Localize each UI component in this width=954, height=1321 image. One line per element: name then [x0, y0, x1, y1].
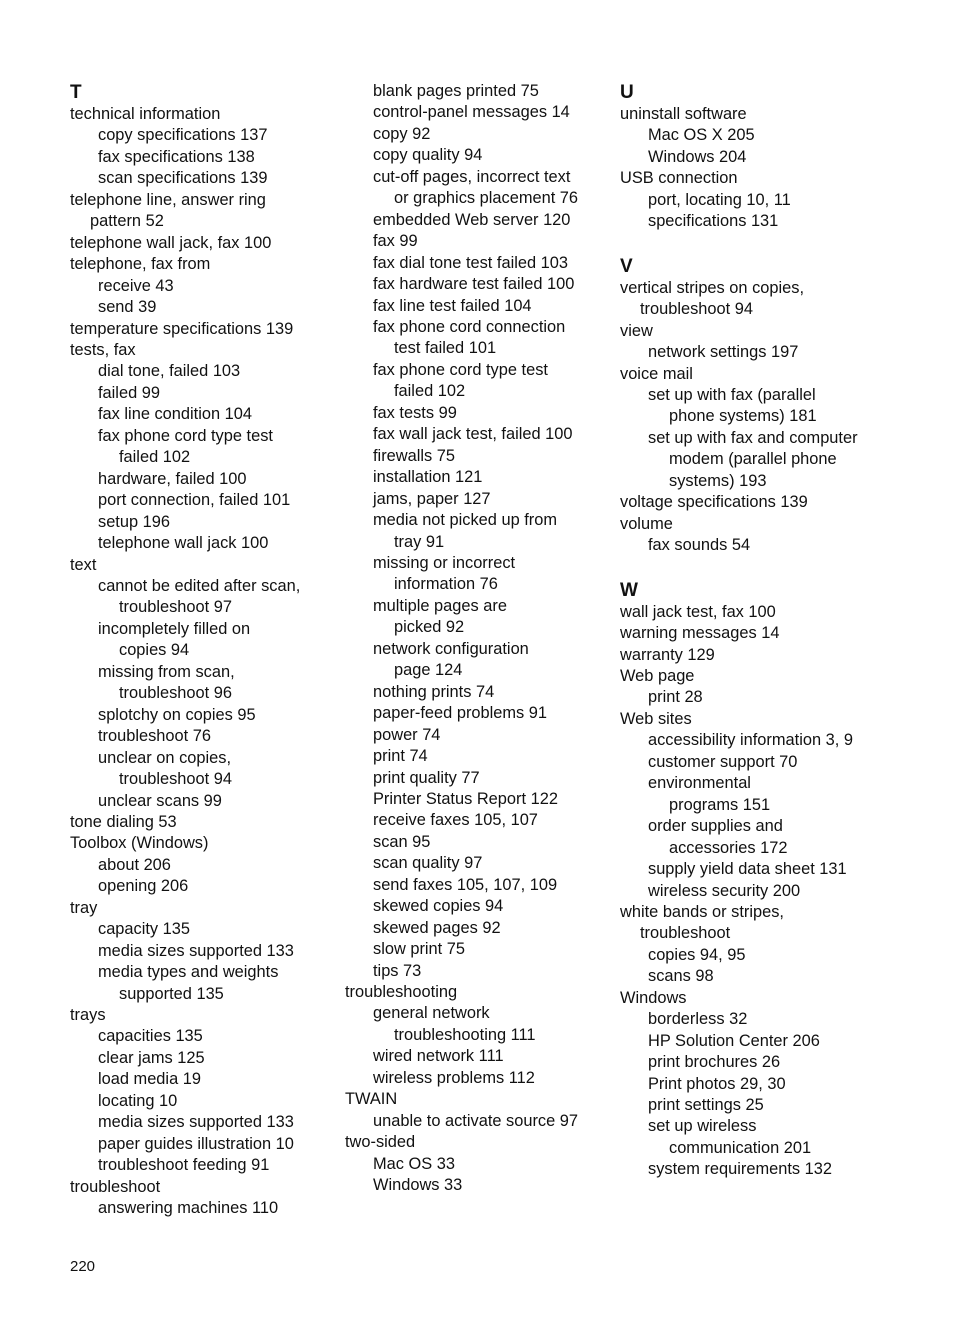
- section-letter-heading: U: [620, 82, 634, 103]
- index-subentry: skewed copies 94: [373, 897, 504, 916]
- index-subentry: fax 99: [373, 232, 418, 251]
- index-subentry: specifications 131: [648, 212, 779, 231]
- section-spacer: [620, 233, 920, 254]
- index-subentry: troubleshoot 76: [98, 727, 211, 746]
- index-subentry: fax hardware test failed 100: [373, 275, 575, 294]
- index-subentry: port, locating 10, 11: [648, 190, 791, 209]
- index-subentry: customer support 70: [648, 752, 798, 771]
- index-subentry: cannot be edited after scan,: [98, 576, 301, 595]
- index-subentry: unclear scans 99: [98, 791, 222, 810]
- index-subentry: wireless security 200: [648, 881, 801, 900]
- index-subentry: control-panel messages 14: [373, 103, 570, 122]
- index-subentry: jams, paper 127: [373, 489, 491, 508]
- index-subentry: unable to activate source 97: [373, 1111, 579, 1130]
- index-subentry: or graphics placement 76: [394, 189, 579, 208]
- index-subentry: set up wireless: [648, 1117, 757, 1136]
- index-entry: tests, fax: [70, 340, 136, 359]
- index-subentry: capacity 135: [98, 920, 191, 939]
- index-subentry: opening 206: [98, 877, 189, 896]
- index-subentry: Mac OS 33: [373, 1154, 455, 1173]
- index-subentry: locating 10: [98, 1091, 178, 1110]
- index-subentry: picked 92: [394, 618, 465, 637]
- index-subentry: Print photos 29, 30: [648, 1074, 786, 1093]
- index-subentry: fax phone cord type test: [98, 426, 273, 445]
- index-subentry: programs 151: [669, 795, 771, 814]
- index-subentry: print brochures 26: [648, 1053, 781, 1072]
- index-entry: voice mail: [620, 364, 693, 383]
- index-subentry: send 39: [98, 298, 157, 317]
- index-subentry: hardware, failed 100: [98, 469, 247, 488]
- index-subentry: media types and weights: [98, 963, 279, 982]
- index-subentry: Printer Status Report 122: [373, 789, 558, 808]
- index-subentry: information 76: [394, 575, 498, 594]
- index-subentry: environmental: [648, 774, 751, 793]
- index-subentry: copies 94: [119, 641, 190, 660]
- index-subentry: general network: [373, 1004, 490, 1023]
- index-subentry: media sizes supported 133: [98, 941, 294, 960]
- index-subentry: accessibility information 3, 9: [648, 731, 853, 750]
- index-subentry: modem (parallel phone: [669, 450, 837, 469]
- index-entry: white bands or stripes,: [620, 902, 784, 921]
- index-subentry: port connection, failed 101: [98, 491, 291, 510]
- index-column-3: [620, 80, 920, 1181]
- index-entry: troubleshooting: [345, 983, 458, 1002]
- index-subentry: scan 95: [373, 832, 431, 851]
- index-subentry: blank pages printed 75: [373, 82, 539, 100]
- index-entry: troubleshoot: [70, 1177, 161, 1196]
- index-subentry: receive faxes 105, 107: [373, 811, 538, 830]
- index-subentry: tips 73: [373, 961, 422, 980]
- index-subentry: paper guides illustration 10: [98, 1134, 294, 1153]
- index-subentry: phone systems) 181: [669, 407, 817, 426]
- index-subentry: copies 94, 95: [648, 945, 746, 964]
- index-subentry: troubleshoot 97: [119, 598, 232, 617]
- index-subentry: clear jams 125: [98, 1048, 205, 1067]
- index-subentry: nothing prints 74: [373, 682, 495, 701]
- index-subentry: failed 99: [98, 383, 160, 402]
- index-entry: two-sided: [345, 1133, 416, 1152]
- index-subentry: supported 135: [119, 984, 224, 1003]
- index-subentry: failed 102: [394, 382, 466, 401]
- index-subentry: print settings 25: [648, 1096, 764, 1115]
- index-subentry: troubleshoot 96: [119, 684, 232, 703]
- section-letter-heading: T: [70, 82, 82, 103]
- index-subentry: print quality 77: [373, 768, 480, 787]
- index-subentry: test failed 101: [394, 339, 497, 358]
- index-entry: TWAIN: [345, 1090, 398, 1109]
- index-subentry: tray 91: [394, 532, 445, 551]
- index-entry: tray: [70, 898, 98, 917]
- index-entry: technical information: [70, 105, 221, 123]
- index-entry: troubleshoot: [640, 924, 731, 943]
- index-column-1: [70, 80, 340, 1220]
- index-subentry: wired network 111: [373, 1047, 504, 1066]
- index-subentry: fax line test failed 104: [373, 296, 532, 315]
- index-entry: voltage specifications 139: [620, 493, 808, 512]
- index-subentry: scans 98: [648, 967, 714, 986]
- index-subentry: media sizes supported 133: [98, 1113, 294, 1132]
- index-subentry: Mac OS X 205: [648, 126, 755, 145]
- index-subentry: skewed pages 92: [373, 918, 501, 937]
- index-subentry: print 74: [373, 747, 428, 766]
- index-entry: text: [70, 555, 97, 574]
- index-subentry: copy 92: [373, 124, 431, 143]
- index-subentry: answering machines 110: [98, 1199, 279, 1218]
- index-subentry: troubleshooting 111: [394, 1025, 536, 1044]
- index-subentry: about 206: [98, 855, 171, 874]
- index-entry: view: [620, 321, 653, 340]
- index-entry: uninstall software: [620, 105, 747, 123]
- index-subentry: load media 19: [98, 1070, 201, 1089]
- index-subentry: media not picked up from: [373, 511, 558, 530]
- index-subentry: Windows 204: [648, 147, 747, 166]
- index-subentry: fax dial tone test failed 103: [373, 253, 568, 272]
- index-entry: temperature specifications 139: [70, 319, 294, 338]
- index-subentry: set up with fax and computer: [648, 428, 858, 447]
- index-subentry: scan specifications 139: [98, 169, 268, 188]
- index-subentry: accessories 172: [669, 838, 788, 857]
- index-entry: Toolbox (Windows): [70, 834, 209, 853]
- index-subentry: missing or incorrect: [373, 553, 516, 572]
- index-subentry: fax sounds 54: [648, 536, 751, 555]
- index-subentry: fax tests 99: [373, 403, 457, 422]
- index-subentry: scan quality 97: [373, 854, 483, 873]
- index-subentry: paper-feed problems 91: [373, 704, 548, 723]
- index-subentry: fax specifications 138: [98, 147, 255, 166]
- index-subentry: incompletely filled on: [98, 619, 251, 638]
- index-entry: warranty 129: [620, 645, 715, 664]
- index-subentry: supply yield data sheet 131: [648, 860, 847, 879]
- index-subentry: communication 201: [669, 1138, 812, 1157]
- index-subentry: system requirements 132: [648, 1160, 833, 1179]
- index-entry: telephone line, answer ring: [70, 190, 266, 209]
- index-subentry: missing from scan,: [98, 662, 235, 681]
- index-subentry: set up with fax (parallel: [648, 385, 816, 404]
- index-entry: volume: [620, 514, 673, 533]
- index-subentry: copy quality 94: [373, 146, 483, 165]
- page-number: 220: [70, 1258, 96, 1275]
- index-subentry: fax wall jack test, failed 100: [373, 425, 573, 444]
- index-entry: trays: [70, 1006, 106, 1025]
- index-subentry: splotchy on copies 95: [98, 705, 256, 724]
- index-subentry: HP Solution Center 206: [648, 1031, 820, 1050]
- index-subentry: send faxes 105, 107, 109: [373, 875, 558, 894]
- index-column-2: [345, 81, 610, 1197]
- index-subentry: telephone wall jack 100: [98, 534, 269, 553]
- index-entry: wall jack test, fax 100: [620, 602, 776, 621]
- index-subentry: wireless problems 112: [373, 1068, 535, 1087]
- index-subentry: network configuration: [373, 639, 529, 658]
- index-subentry: installation 121: [373, 468, 483, 487]
- index-entry: tone dialing 53: [70, 812, 177, 831]
- index-subentry: fax phone cord type test: [373, 360, 548, 379]
- index-subentry: borderless 32: [648, 1010, 748, 1029]
- index-entry: Windows: [620, 988, 687, 1007]
- index-entry: Web sites: [620, 709, 692, 728]
- index-subentry: troubleshoot 94: [119, 770, 232, 789]
- index-subentry: capacities 135: [98, 1027, 203, 1046]
- index-subentry: embedded Web server 120: [373, 210, 571, 229]
- index-entry: vertical stripes on copies,: [620, 278, 805, 297]
- index-entry: warning messages 14: [620, 624, 780, 643]
- index-subentry: network settings 197: [648, 343, 799, 362]
- section-letter-heading: W: [620, 579, 638, 601]
- index-subentry: systems) 193: [669, 471, 767, 490]
- index-subentry: power 74: [373, 725, 441, 744]
- index-subentry: cut-off pages, incorrect text: [373, 167, 571, 186]
- index-subentry: dial tone, failed 103: [98, 362, 241, 381]
- index-subentry: unclear on copies,: [98, 748, 232, 767]
- index-subentry: receive 43: [98, 276, 174, 295]
- index-entry: USB connection: [620, 169, 738, 188]
- index-subentry: print 28: [648, 688, 703, 707]
- index-subentry: page 124: [394, 661, 463, 680]
- index-subentry: Windows 33: [373, 1176, 463, 1195]
- index-subentry: setup 196: [98, 512, 170, 531]
- index-subentry: firewalls 75: [373, 446, 455, 465]
- index-subentry: failed 102: [119, 448, 191, 467]
- index-subentry: order supplies and: [648, 817, 783, 836]
- index-entry: troubleshoot 94: [640, 300, 753, 319]
- index-subentry: copy specifications 137: [98, 126, 268, 145]
- index-subentry: multiple pages are: [373, 596, 507, 615]
- index-entry: pattern 52: [90, 212, 164, 231]
- index-subentry: fax line condition 104: [98, 405, 252, 424]
- index-subentry: fax phone cord connection: [373, 317, 566, 336]
- index-subentry: troubleshoot feeding 91: [98, 1156, 270, 1175]
- index-entry: telephone, fax from: [70, 255, 211, 274]
- index-subentry: slow print 75: [373, 940, 466, 959]
- section-spacer: [620, 557, 920, 578]
- section-letter-heading: V: [620, 255, 633, 277]
- index-entry: Web page: [620, 666, 695, 685]
- index-entry: telephone wall jack, fax 100: [70, 233, 272, 252]
